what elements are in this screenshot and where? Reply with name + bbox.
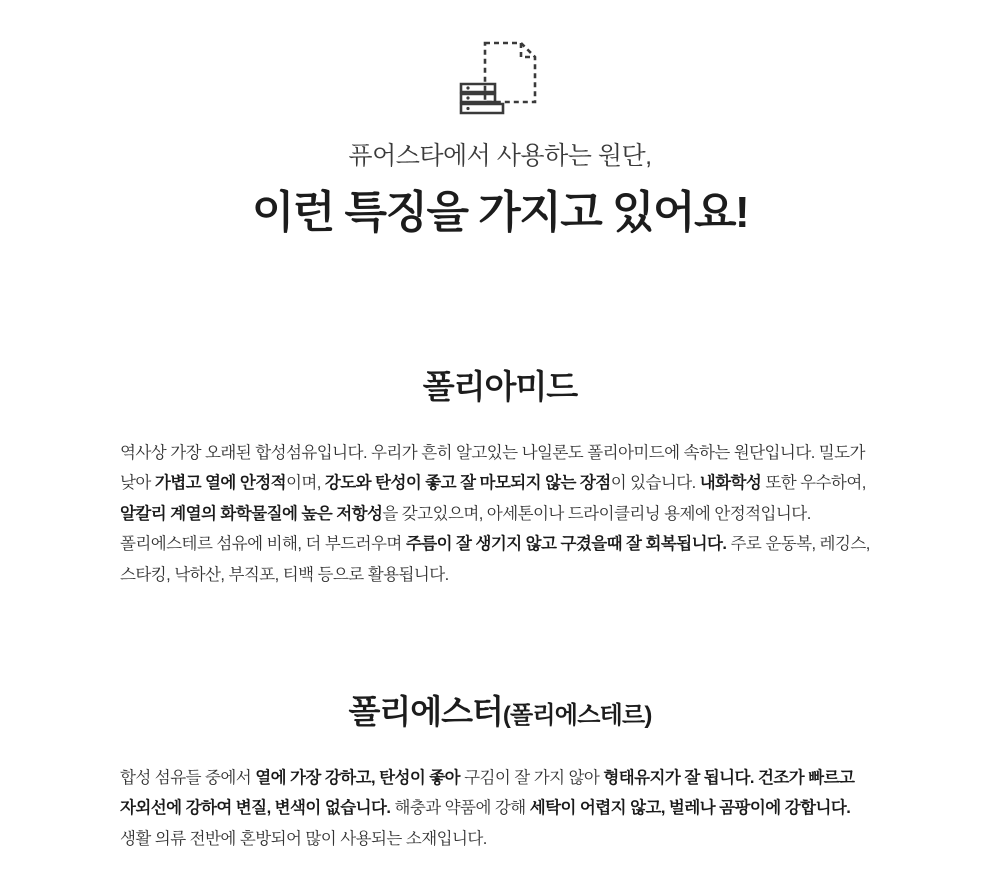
header-subtitle: 퓨어스타에서 사용하는 원단, — [348, 142, 652, 170]
section-paragraph-polyester: 합성 섬유들 중에서 열에 가장 강하고, 탄성이 좋아 구김이 잘 가지 않아 형태유지가 잘 됩니다. 건조가 빠르고 자외선에 강하여 변질, 변색이 없습니다. 해충과 약품에 강해 세탁이 어렵지 않고, 벌레나 곰팡이에 강합니다. 생활 의류 전반에 혼방되어 많이 사용되는 소재입니다. — [120, 768, 855, 848]
section-title-suffix: (폴리에스테르) — [502, 701, 652, 729]
page-title: 이런 특징을 가지고 있어요! — [251, 187, 749, 237]
section-title-polyester — [120, 686, 880, 733]
fabric-stack-icon — [455, 40, 545, 118]
section-polyester — [120, 686, 880, 855]
section-title-text: 폴리아미드 — [422, 367, 578, 405]
section-polyamide — [120, 361, 880, 591]
page-header — [0, 0, 1000, 241]
section-paragraph-polyamide: 역사상 가장 오래된 합성섬유입니다. 우리가 흔히 알고있는 나일론도 폴리아미드에 속하는 원단입니다. 밀도가 낮아 가볍고 열에 안정적이며, 강도와 탄성이 좋고 잘 마모되지 않는 장점이 있습니다. 내화학성 또한 우수하여, 알칼리 계열의 화학물질에 높은 저항성을 갖고있으며, 아세톤이나 드라이클리닝 용제에 안정적입니다. 폴리에스테르 섬유에 비해, 더 부드러우며 주름이 잘 생기지 않고 구겼을때 잘 회복됩니다. 주로 운동복, 레깅스, 스타킹, 낙하산, 부직포, 티백 등으로 활용됩니다. — [120, 443, 870, 584]
section-title-polyamide — [120, 361, 880, 408]
section-title-text: 폴리에스터 — [348, 692, 503, 730]
